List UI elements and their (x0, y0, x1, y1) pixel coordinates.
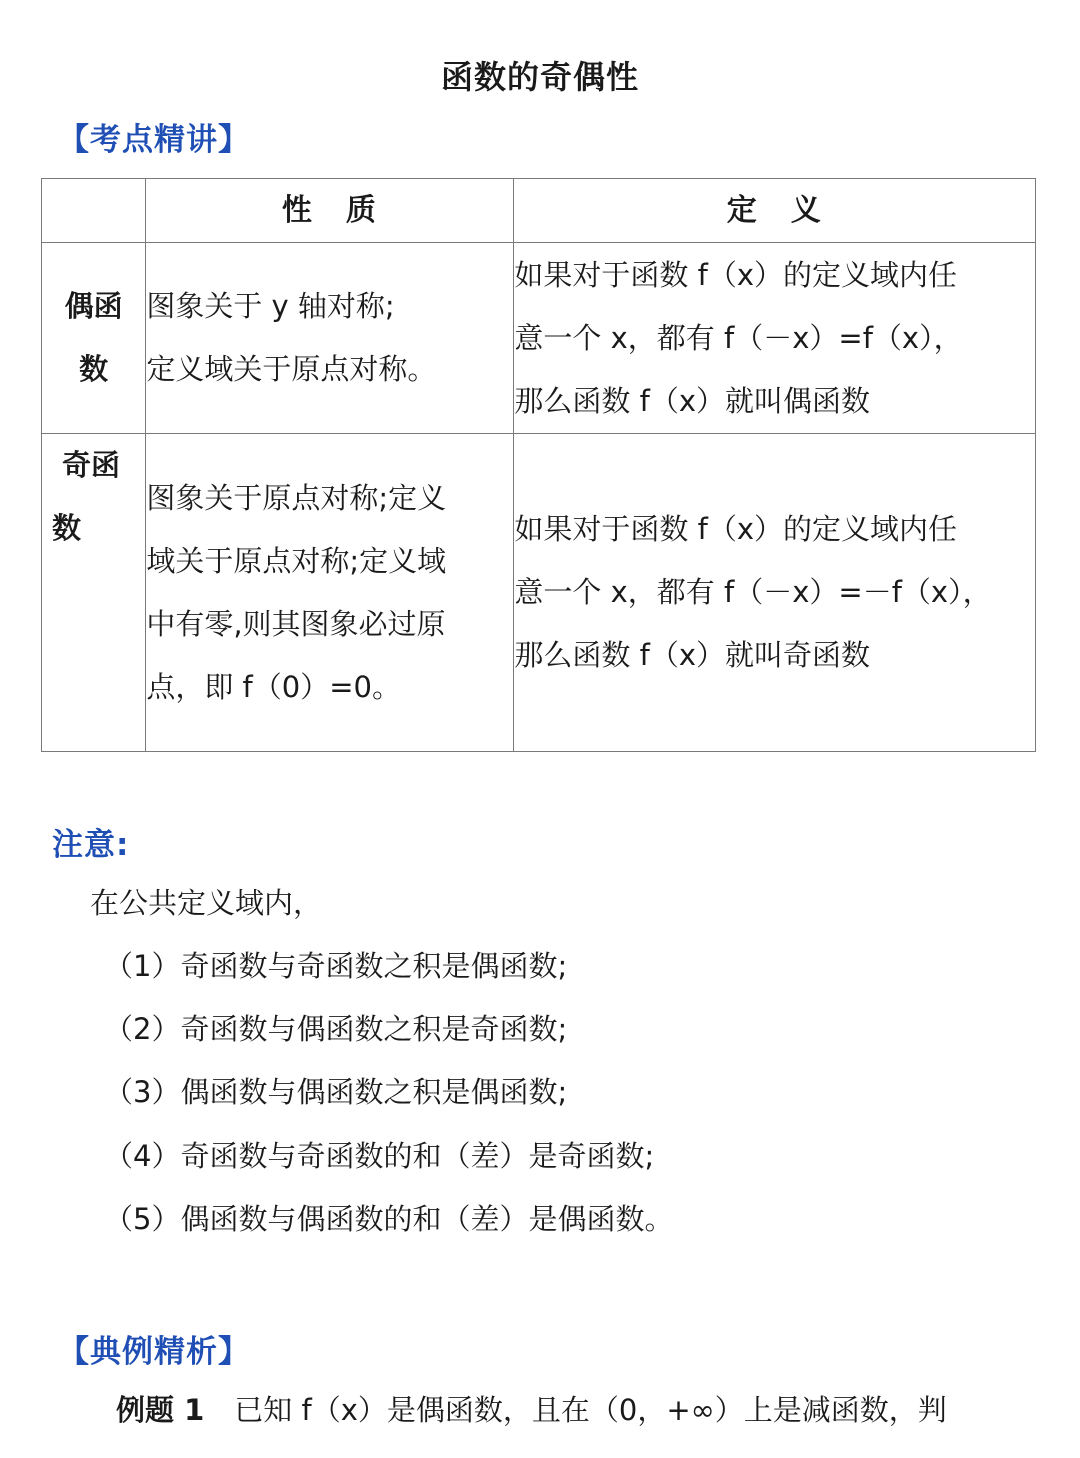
note-heading: 注意: (52, 827, 130, 863)
even-definition-line: 如果对于函数 f（x）的定义域内任 (514, 257, 958, 292)
odd-property-line: 图象关于原点对称;定义 (146, 480, 447, 515)
table-header-row (42, 179, 1036, 243)
note-intro: 在公共定义域内， (90, 886, 323, 920)
even-definition-line: 意一个 x，都有 f（－x）=f（x）， (514, 320, 963, 355)
even-property-line: 图象关于 y 轴对称; (146, 289, 395, 323)
note-item: （3）偶函数与偶函数之积是偶函数; (104, 1075, 568, 1109)
odd-property-line: 中有零,则其图象必过原 (146, 606, 446, 641)
even-property-line: 定义域关于原点对称。 (146, 352, 437, 386)
odd-function-definition (514, 434, 1036, 752)
example-1 (116, 1390, 947, 1430)
example-label: 例题 1 (116, 1393, 205, 1427)
section-heading-examples: 【典例精析】 (58, 1334, 250, 1370)
even-function-label: 偶函 数 (42, 243, 146, 434)
even-function-definition (514, 243, 1036, 434)
odd-function-property (146, 434, 514, 752)
odd-label-line-2: 数 (52, 511, 82, 545)
odd-function-label (42, 434, 146, 752)
note-item: （2）奇函数与偶函数之积是奇函数; (104, 1012, 568, 1046)
page-title: 函数的奇偶性 (440, 58, 639, 96)
note-item: （1）奇函数与奇函数之积是偶函数; (104, 949, 568, 983)
note-item: （5）偶函数与偶函数的和（差）是偶函数。 (104, 1202, 674, 1236)
note-item: （4）奇函数与奇函数的和（差）是奇函数; (104, 1139, 655, 1173)
odd-definition-line: 意一个 x，都有 f（－x）=－f（x）， (514, 575, 992, 609)
header-definition: 定 义 (514, 179, 1036, 243)
example-text: 已知 f（x）是偶函数，且在（0，+∞）上是减函数，判 (234, 1393, 947, 1427)
odd-property-line: 域关于原点对称;定义域 (146, 543, 447, 578)
table-row-even-function (42, 243, 1036, 434)
header-blank (42, 179, 146, 243)
table-row-odd-function (42, 434, 1036, 752)
parity-properties-table (41, 178, 1036, 752)
odd-label-line-1: 奇函 (62, 448, 121, 482)
odd-property-line: 点，即 f（0）=0。 (146, 669, 401, 704)
odd-definition-line: 那么函数 f（x）就叫奇函数 (514, 638, 871, 672)
section-heading-key-points: 【考点精讲】 (58, 122, 250, 158)
header-property: 性 质 (146, 179, 514, 243)
odd-definition-line: 如果对于函数 f（x）的定义域内任 (514, 512, 958, 546)
even-definition-line: 那么函数 f（x）就叫偶函数 (514, 383, 871, 418)
even-function-property (146, 243, 514, 434)
